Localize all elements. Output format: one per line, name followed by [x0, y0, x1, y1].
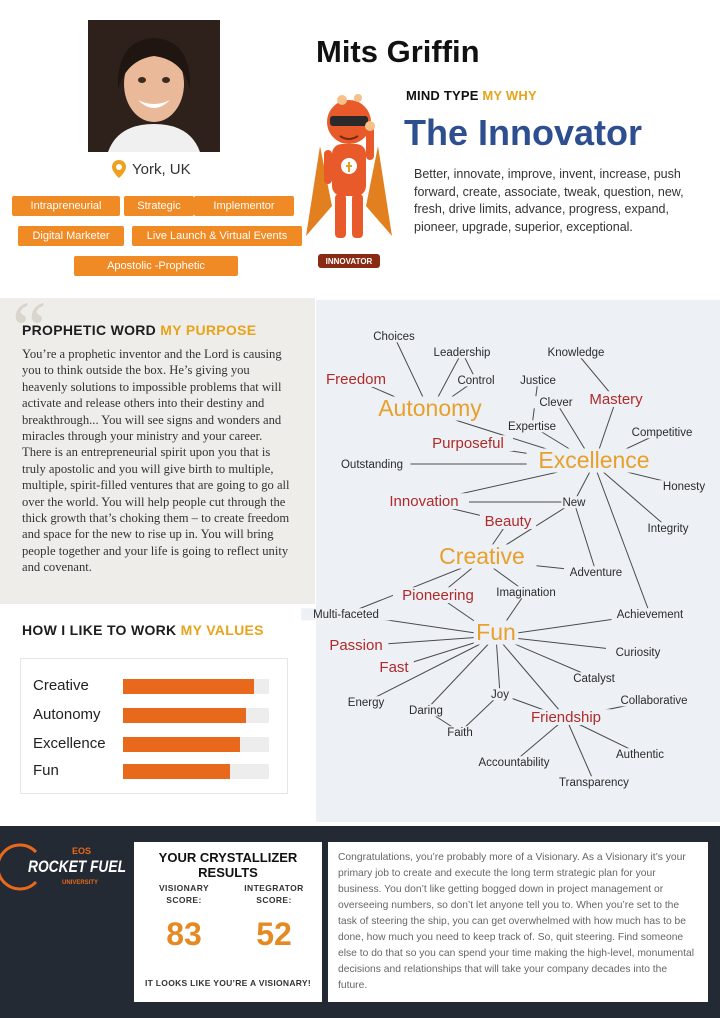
value-bar-track [123, 737, 269, 752]
word-map-word: Imagination [496, 587, 556, 599]
word-map-link [594, 464, 668, 528]
location-pin-icon [112, 160, 126, 178]
word-map-word: Choices [373, 331, 415, 343]
word-map-word: Freedom [325, 371, 387, 388]
value-bar-fill [123, 764, 230, 779]
word-map-link [566, 718, 594, 782]
location-label: York, UK [132, 160, 191, 178]
word-map-word: Beauty [484, 513, 532, 530]
crystallizer-results-card [134, 842, 322, 1002]
tag-implementor: Implementor [194, 196, 294, 216]
word-map-word: Authentic [616, 749, 664, 761]
word-map-word: Justice [520, 375, 556, 387]
word-map-word: Knowledge [547, 347, 605, 359]
value-label: Excellence [33, 735, 106, 752]
integrator-score: 52 [256, 916, 292, 952]
word-map-word: Passion [329, 637, 383, 654]
word-map-word: Fast [379, 659, 409, 676]
mind-type-heading: MIND TYPE MY WHY [406, 88, 537, 103]
visionary-score: 83 [166, 916, 202, 952]
word-map-word: Control [457, 375, 495, 387]
word-map-word: Competitive [631, 427, 693, 439]
value-label: Autonomy [33, 706, 101, 723]
svg-text:ROCKET FUEL: ROCKET FUEL [28, 857, 126, 876]
word-map-word: Friendship [530, 709, 602, 726]
tag-digital-marketer: Digital Marketer [18, 226, 124, 246]
visionary-verdict: IT LOOKS LIKE YOU’RE A VISIONARY! [144, 978, 312, 988]
tag-intrapreneurial: Intrapreneurial [12, 196, 120, 216]
results-title: YOUR CRYSTALLIZER RESULTS [158, 850, 298, 880]
word-map-word: Energy [347, 697, 385, 709]
word-map-word: Pioneering [402, 587, 474, 604]
word-map-word: Outstanding [340, 459, 404, 471]
value-label: Creative [33, 677, 89, 694]
purpose-text: You’re a prophetic inventor and the Lord is causing you to think outside the box. He’s giving you heavenly solutions to impossible problems that will activate and release others into their destiny and breakthrough... You will see signs and wonders and miracles through your ministry and your career. There is an entrepreneurial spirit upon you that is truly apostolic and you will give birth to multiple, multiple, spirit-filled ventures that are going to go all over the world. You will help people cut through the thick growth that’s choking them – to create freedom and space for the new to rise up in. You will bring people together and your life is going to reflect unity and covenant. [22, 347, 290, 575]
word-map-word: Mastery [589, 391, 643, 408]
word-map-word: Expertise [508, 421, 556, 433]
word-map-word: Transparency [559, 777, 629, 789]
value-bar-fill [123, 679, 254, 694]
purpose-heading: PROPHETIC WORD MY PURPOSE [22, 322, 257, 338]
integrator-score-label: INTEGRATOR SCORE: [244, 883, 304, 905]
value-bar-track [123, 708, 269, 723]
word-map-link [594, 464, 650, 614]
value-label: Fun [33, 762, 59, 779]
tag-apostolic-prophetic: Apostolic -Prophetic [74, 256, 238, 276]
word-map-word: Fun [476, 619, 516, 645]
values-chart [20, 658, 288, 794]
word-map-word: Leadership [433, 347, 491, 359]
quote-mark-icon: “ [12, 285, 47, 372]
visionary-score-label: VISIONARY SCORE: [158, 883, 210, 905]
tag-strategic: Strategic [124, 196, 194, 216]
mind-type-description: Better, innovate, improve, invent, increase, push forward, create, associate, tweak, question, new, fresh, drive limits, advance, progress, expand, pioneer, upgrade, superior, exceptional. [414, 167, 684, 234]
values-word-map [313, 300, 720, 822]
values-heading: HOW I LIKE TO WORK MY VALUES [22, 622, 264, 638]
tag-live-launch: Live Launch & Virtual Events [132, 226, 302, 246]
svg-text:UNIVERSITY: UNIVERSITY [62, 880, 99, 886]
word-map-word: Collaborative [620, 695, 688, 707]
word-map-word: Curiosity [615, 647, 661, 659]
word-map-word: Creative [439, 543, 525, 569]
word-map-word: Accountability [478, 757, 550, 769]
word-map-word: Joy [491, 689, 509, 701]
rocket-fuel-logo [22, 838, 132, 894]
svg-text:EOS: EOS [72, 846, 92, 856]
location [112, 160, 191, 178]
innovator-mascot-image [302, 86, 396, 272]
word-map-word: Faith [447, 727, 473, 739]
value-bar-fill [123, 737, 240, 752]
word-map-word: Integrity [647, 523, 689, 535]
word-map-word: Clever [539, 397, 573, 409]
value-bar-track [123, 764, 269, 779]
word-map-word: Excellence [538, 447, 650, 473]
word-map-word: Multi-faceted [313, 609, 379, 621]
word-map-word: Autonomy [378, 395, 482, 421]
word-map-word: Achievement [616, 609, 684, 621]
visionary-message: Congratulations, you’re probably more of a Visionary. As a Visionary it’s your primary job to create and execute the long term strategic plan for your business. You don’t like getting bogged down in project management or overseeing numbers, so don’t let anyone tell you to. When you’re set to the task of steering the ship, you can get overwhelmed with how much has to be done, how much you need to keep track of. So, quit steering. Find someone else to do that so you can spend your time making the high-level, monumental decisions and relationships that will take your company decades into the future. [328, 842, 708, 1002]
value-bar-fill [123, 708, 246, 723]
mind-type-title: The Innovator [404, 112, 643, 153]
word-map-word: Daring [409, 705, 443, 717]
word-map-word: Adventure [569, 567, 623, 579]
word-map-word: Innovation [389, 493, 459, 510]
person-name: Mits Griffin [316, 34, 480, 69]
avatar [88, 20, 220, 152]
value-bar-track [123, 679, 269, 694]
word-map-word: Honesty [662, 481, 706, 493]
mascot-badge-label: INNOVATOR [325, 257, 373, 266]
word-map-word: Purposeful [432, 435, 504, 452]
word-map-link [574, 502, 596, 572]
word-map-word: Catalyst [573, 673, 615, 685]
word-map-word: New [562, 497, 586, 509]
